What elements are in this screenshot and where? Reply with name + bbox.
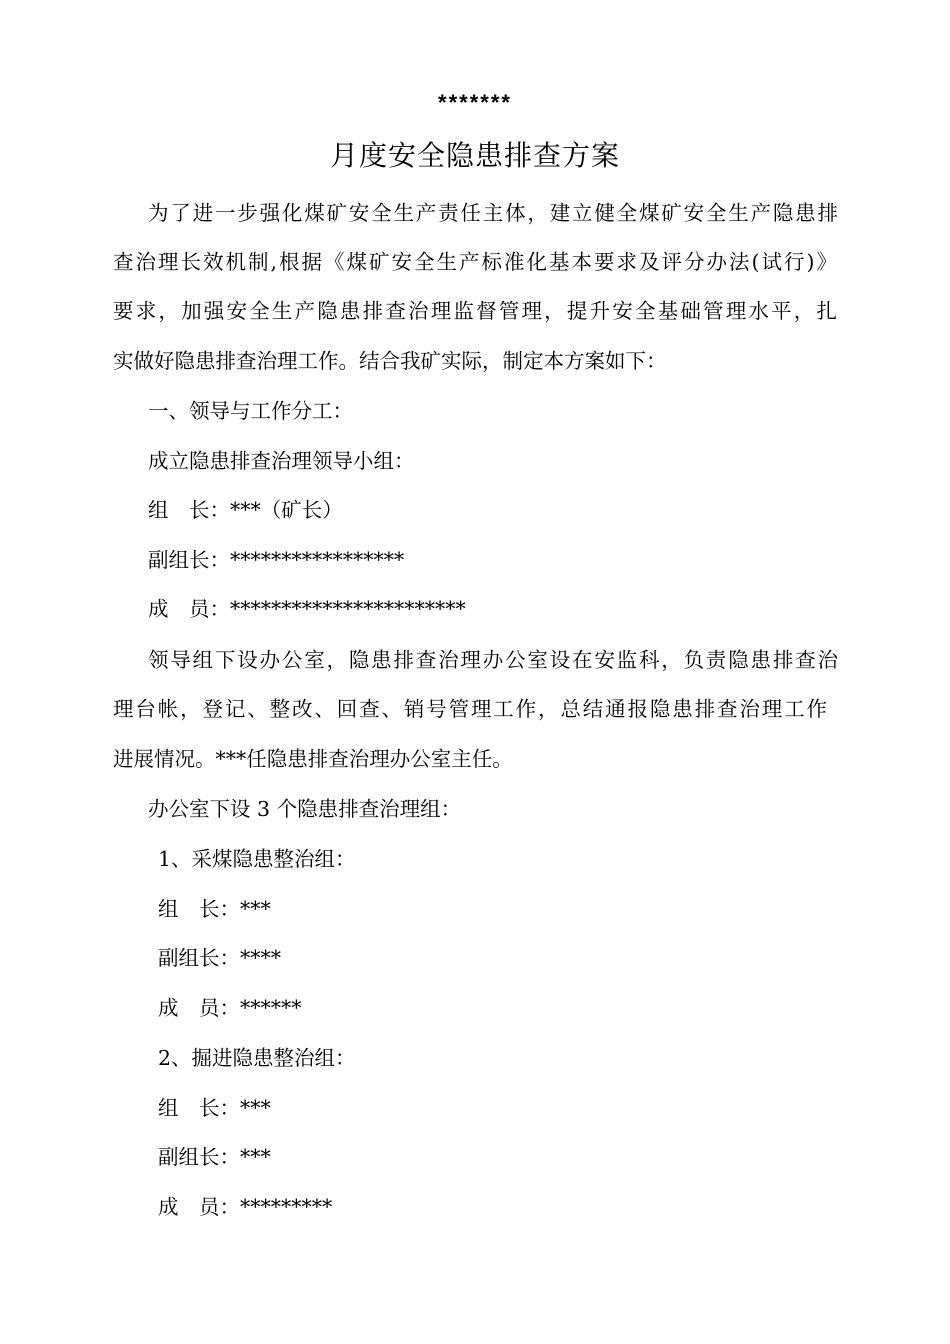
group-leader: 组 长：*** xyxy=(158,1096,271,1120)
group-heading: 1、采煤隐患整治组： xyxy=(158,847,356,871)
group-leader: 组 长：*** xyxy=(158,897,271,921)
leadership-deputy: 副组长：***************** xyxy=(148,548,405,572)
leadership-group-intro: 成立隐患排查治理领导小组： xyxy=(148,449,415,473)
office-groups-intro: 办公室下设 3 个隐患排查治理组： xyxy=(148,797,462,821)
intro-line-1: 为了进一步强化煤矿安全生产责任主体，建立健全煤矿安全生产隐患排 xyxy=(148,201,838,225)
intro-line-3: 要求，加强安全生产隐患排查治理监督管理，提升安全基础管理水平，扎 xyxy=(113,299,837,323)
group-heading: 2、掘进隐患整治组： xyxy=(158,1046,356,1070)
group-members: 成 员：********* xyxy=(158,1195,333,1219)
intro-line-4: 实做好隐患排查治理工作。结合我矿实际，制定本方案如下： xyxy=(113,349,667,373)
organization-name: ******* xyxy=(438,90,512,115)
office-line-2: 理台帐，登记、整改、回查、销号管理工作，总结通报隐患排查治理工作 xyxy=(113,697,827,721)
group-members: 成 员：****** xyxy=(158,996,302,1020)
intro-line-2: 查治理长效机制,根据《煤矿安全生产标准化基本要求及评分办法(试行)》 xyxy=(113,250,837,274)
leadership-leader: 组 长：***（矿长） xyxy=(148,498,343,522)
office-line-1: 领导组下设办公室，隐患排查治理办公室设在安监科，负责隐患排查治 xyxy=(148,648,838,672)
leadership-members: 成 员：*********************** xyxy=(148,597,466,621)
office-line-3: 进展情况。***任隐患排查治理办公室主任。 xyxy=(113,747,513,771)
section-heading-leadership: 一、领导与工作分工： xyxy=(148,399,353,423)
document-title: 月度安全隐患排查方案 xyxy=(329,139,620,172)
group-deputy: 副组长：*** xyxy=(158,1145,271,1169)
group-deputy: 副组长：**** xyxy=(158,946,281,970)
